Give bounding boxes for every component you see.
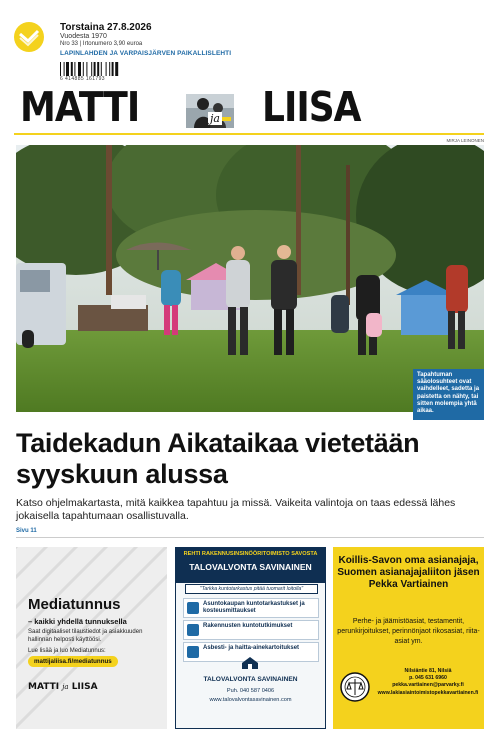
service-label: Rakennusten kuntotutkimukset bbox=[203, 623, 293, 629]
ad-talovalvonta-brand: TALOVALVONTA SAVINAINEN bbox=[203, 676, 298, 683]
magnifier-icon bbox=[187, 602, 199, 614]
ad-talovalvonta-quote: "Tarkka kuntotarkastus pitää tuomarit loitolla" bbox=[185, 584, 318, 594]
ad-mediatunnus-title: Mediatunnus bbox=[28, 596, 121, 613]
barcode-number: 6 414885 161793 bbox=[60, 76, 105, 82]
check-mark-icon bbox=[14, 22, 44, 52]
ad-logo-joiner: ja bbox=[62, 683, 69, 691]
ad-lawyer-title: Koillis-Savon oma asianajaja, Suomen asianajajaliiton jäsen Pekka Vartiainen bbox=[337, 555, 480, 590]
issue-date: Torstaina 27.8.2026 bbox=[60, 22, 152, 33]
ad-mediatunnus-subtitle: – kaikki yhdellä tunnuksella bbox=[28, 617, 127, 626]
ad-lawyer-contact bbox=[372, 668, 484, 697]
page-reference[interactable]: Sivu 11 bbox=[16, 528, 37, 534]
ad-mediatunnus-cta: Lue lisää ja luo Mediatunnus: bbox=[28, 648, 106, 654]
publisher-logo bbox=[14, 22, 44, 52]
ad-talovalvonta-title: TALOVALVONTA SAVINAINEN bbox=[189, 562, 312, 572]
tagline: LAPINLAHDEN JA VARPAISJÄRVEN PAIKALLISLEHTI bbox=[60, 50, 232, 57]
issue-number: Nro 33 | Irtonumero 3,90 euroa bbox=[60, 41, 143, 47]
ad-logo-right: LIISA bbox=[71, 682, 98, 692]
ad-logo-left: MATTI bbox=[28, 682, 60, 692]
divider bbox=[16, 537, 484, 538]
ad-mediatunnus-logo bbox=[28, 682, 98, 692]
service-item bbox=[183, 620, 319, 640]
ad-lawyer-services: Perhe- ja jäämistöasiat, testamentit, perunkirjoitukset, perinnönjaot rikosasiat, riita-asiat ym. bbox=[337, 618, 480, 645]
founded-line: Vuodesta 1970 bbox=[60, 33, 107, 40]
ad-mediatunnus-text: Saat digitaaliset tilaustiedot ja asiakkuuden hallinnan helposti käyttöösi. bbox=[28, 629, 143, 643]
ad-talovalvonta-kicker: REHTI RAKENNUSINSINÖÖRITOIMISTO SAVOSTA bbox=[183, 551, 318, 557]
ad-talovalvonta-phone: Puh. 040 587 0406 bbox=[226, 688, 275, 694]
masthead-rule bbox=[14, 133, 484, 135]
lead-paragraph: Katso ohjelmakartasta, mitä kaikkea tapahtuu ja missä. Vaikeita valintoja on taas edessä lähes jokaisella tapahtumaan osallistuvalla. bbox=[16, 497, 456, 522]
ad-lawyer-address: Nilsiäntie 81, Nilsiä bbox=[404, 668, 452, 674]
masthead-title-joiner: ja bbox=[210, 112, 220, 125]
bar-association-seal-icon bbox=[340, 672, 370, 702]
ad-talovalvonta-url[interactable]: www.talovalvontasavinainen.com bbox=[209, 697, 292, 703]
service-label: Asuntokaupan kuntotarkastukset ja kosteusmittaukset bbox=[203, 601, 305, 614]
ad-mediatunnus-link[interactable]: mattijaliisa.fi/mediatunnus bbox=[28, 656, 118, 667]
ad-lawyer-url[interactable]: www.lakiasiaintoimistopekkavartiainen.fi bbox=[377, 689, 479, 696]
service-item bbox=[183, 598, 319, 618]
main-headline[interactable]: Taidekadun Aikataikaa vietetään syyskuun alussa bbox=[16, 428, 420, 489]
warning-icon bbox=[187, 646, 199, 658]
barcode bbox=[60, 62, 138, 76]
masthead-title-left: MATTI bbox=[20, 84, 140, 132]
ad-lawyer-email[interactable]: pekka.vartiainen@parvarky.fi bbox=[392, 682, 464, 689]
service-label: Asbesti- ja haitta-ainekartoitukset bbox=[203, 645, 300, 651]
masthead-title-right: LIISA bbox=[262, 84, 361, 132]
photo-credit: MIRJA LEINONEN bbox=[446, 138, 484, 143]
ad-lawyer-phone: p. 045 631 6960 bbox=[409, 675, 447, 682]
photo-caption: Tapahtuman sääolosuhteet ovat vaihdelleet, sadetta ja paistetta on nähty, tai sitten molempia yhtä aikaa. bbox=[413, 369, 484, 420]
house-icon bbox=[241, 656, 259, 670]
building-icon bbox=[187, 624, 199, 636]
